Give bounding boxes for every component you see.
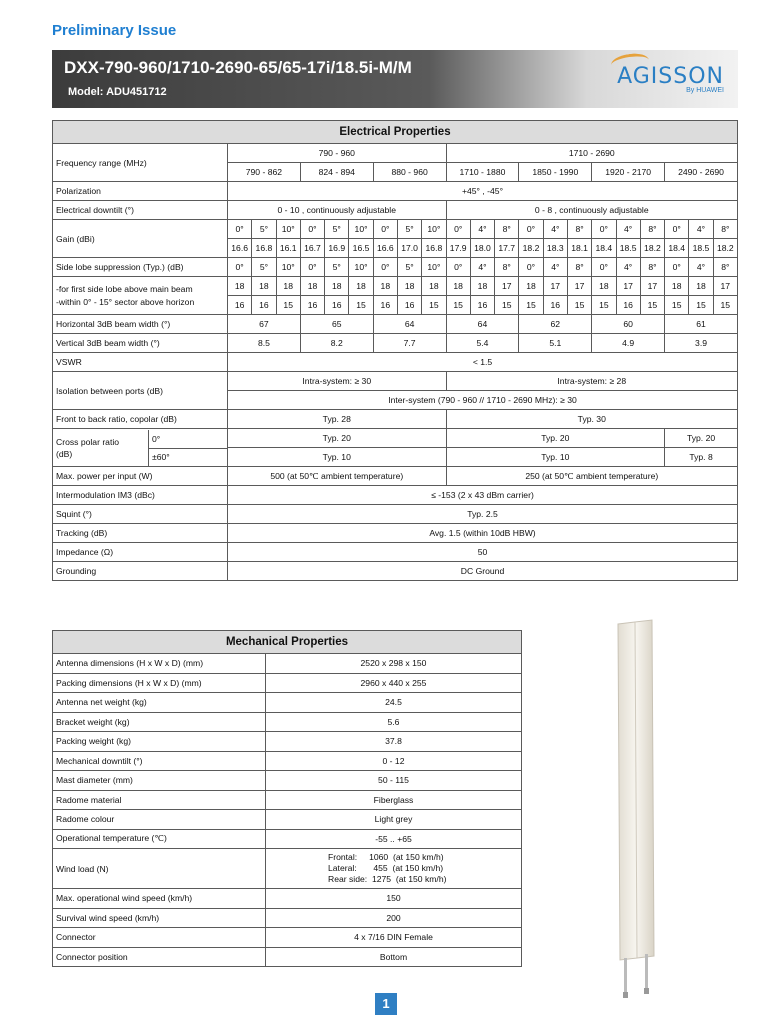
isolation-inter: Inter-system (790 - 960 // 1710 - 2690 MHz): ≥ 30 — [228, 391, 738, 410]
sls-sector-value-5: 15 — [349, 296, 373, 315]
im3-label: Intermodulation IM3 (dBc) — [53, 486, 228, 505]
mech-7-label: Radome material — [53, 790, 266, 810]
wind-load-line: Lateral: 455 (at 150 km/h) — [328, 863, 444, 873]
xpol-label-cell — [53, 429, 228, 467]
sub-band-6: 2490 - 2690 — [665, 163, 738, 182]
gain-value-14: 18.1 — [567, 239, 591, 258]
sls-first-value-4: 18 — [325, 277, 349, 296]
sls-first-value-20: 17 — [713, 277, 737, 296]
sls-tilt-13: 4° — [543, 258, 567, 277]
hbw-value-6: 61 — [665, 315, 738, 334]
gain-value-20: 18.2 — [713, 239, 737, 258]
mech2-2-value: 4 x 7/16 DIN Female — [266, 928, 522, 948]
gain-value-5: 16.5 — [349, 239, 373, 258]
mech-row — [53, 771, 522, 791]
mech-2-value: 24.5 — [266, 693, 522, 713]
gain-value-9: 17.9 — [446, 239, 470, 258]
gain-value-18: 18.4 — [665, 239, 689, 258]
gain-tilt-4: 5° — [325, 220, 349, 239]
hbw-value-5: 60 — [592, 315, 665, 334]
sls-tilt-10: 4° — [470, 258, 494, 277]
sls-sector-value-6: 16 — [373, 296, 397, 315]
gain-value-1: 16.8 — [252, 239, 276, 258]
sls-first-value-10: 18 — [470, 277, 494, 296]
mech-4-label: Packing weight (kg) — [53, 732, 266, 752]
gain-tilt-5: 10° — [349, 220, 373, 239]
hbw-value-3: 64 — [446, 315, 519, 334]
hbw-value-1: 65 — [300, 315, 373, 334]
ftb-high: Typ. 30 — [446, 410, 737, 429]
vbw-value-4: 5.1 — [519, 334, 592, 353]
gain-tilt-17: 8° — [640, 220, 664, 239]
polarization-label: Polarization — [53, 182, 228, 201]
tracking-value: Avg. 1.5 (within 10dB HBW) — [228, 524, 738, 543]
sls-sector-value-19: 15 — [689, 296, 713, 315]
vswr-label: VSWR — [53, 353, 228, 372]
mech-9-label: Operational temperature (℃) — [53, 829, 266, 849]
sls-first-value-2: 18 — [276, 277, 300, 296]
xpol-60-mid: Typ. 10 — [446, 448, 665, 467]
tracking-label: Tracking (dB) — [53, 524, 228, 543]
sub-band-5: 1920 - 2170 — [592, 163, 665, 182]
gain-tilt-16: 4° — [616, 220, 640, 239]
sls-tilt-7: 5° — [397, 258, 421, 277]
gain-tilt-20: 8° — [713, 220, 737, 239]
sls-first-value-16: 17 — [616, 277, 640, 296]
xpol-0-low: Typ. 20 — [228, 429, 447, 448]
sls-sub1: -for first side lobe above main beam — [56, 283, 193, 294]
hbw-value-2: 64 — [373, 315, 446, 334]
downtilt-high: 0 - 8 , continuously adjustable — [446, 201, 737, 220]
sls-tilt-14: 8° — [567, 258, 591, 277]
sls-tilt-19: 4° — [689, 258, 713, 277]
logo-subtext: By HUAWEI — [686, 87, 724, 94]
mech-9-value: -55 .. +65 — [266, 829, 522, 849]
wind-load-line: Rear side: 1275 (at 150 km/h) — [328, 874, 447, 884]
mech-3-label: Bracket weight (kg) — [53, 712, 266, 732]
mech-row — [53, 712, 522, 732]
vbw-value-1: 8.2 — [300, 334, 373, 353]
sls-tilt-18: 0° — [665, 258, 689, 277]
grounding-value: DC Ground — [228, 562, 738, 581]
gain-tilt-11: 8° — [495, 220, 519, 239]
sls-first-value-8: 18 — [422, 277, 446, 296]
xpol-0-mid: Typ. 20 — [446, 429, 665, 448]
vbw-value-3: 5.4 — [446, 334, 519, 353]
mech2-3-value: Bottom — [266, 947, 522, 967]
gain-tilt-19: 4° — [689, 220, 713, 239]
mech-3-value: 5.6 — [266, 712, 522, 732]
mechanical-title: Mechanical Properties — [53, 631, 522, 654]
sls-sector-value-0: 16 — [228, 296, 252, 315]
mech2-0-value: 150 — [266, 889, 522, 909]
sls-sector-value-8: 15 — [422, 296, 446, 315]
gain-value-11: 17.7 — [495, 239, 519, 258]
mech2-0-label: Max. operational wind speed (km/h) — [53, 889, 266, 909]
sls-first-value-12: 18 — [519, 277, 543, 296]
vswr-value: < 1.5 — [228, 353, 738, 372]
hbw-value-0: 67 — [228, 315, 301, 334]
mech2-1-value: 200 — [266, 908, 522, 928]
wind-load-label: Wind load (N) — [53, 849, 266, 889]
sls-first-value-6: 18 — [373, 277, 397, 296]
sls-first-value-3: 18 — [300, 277, 324, 296]
gain-value-7: 17.0 — [397, 239, 421, 258]
gain-value-0: 16.6 — [228, 239, 252, 258]
sls-sector-value-17: 15 — [640, 296, 664, 315]
xpol-60-last: Typ. 8 — [665, 448, 738, 467]
sls-first-value-18: 18 — [665, 277, 689, 296]
mech-row — [53, 654, 522, 674]
wind-load-row — [53, 849, 522, 889]
mech-8-value: Light grey — [266, 810, 522, 830]
hbw-value-4: 62 — [519, 315, 592, 334]
sls-sector-value-20: 15 — [713, 296, 737, 315]
sls-sector-value-7: 16 — [397, 296, 421, 315]
sls-first-value-11: 17 — [495, 277, 519, 296]
sls-sector-value-13: 16 — [543, 296, 567, 315]
sls-tilt-4: 5° — [325, 258, 349, 277]
sls-tilt-12: 0° — [519, 258, 543, 277]
high-band: 1710 - 2690 — [446, 144, 737, 163]
sls-sub-label — [53, 277, 228, 315]
sls-first-value-13: 17 — [543, 277, 567, 296]
mech-5-label: Mechanical downtilt (°) — [53, 751, 266, 771]
gain-tilt-10: 4° — [470, 220, 494, 239]
mech-row — [53, 732, 522, 752]
sub-band-0: 790 - 862 — [228, 163, 301, 182]
sls-tilt-20: 8° — [713, 258, 737, 277]
hbw-label: Horizontal 3dB beam width (°) — [53, 315, 228, 334]
mech-row — [53, 889, 522, 909]
im3-value: ≤ -153 (2 x 43 dBm carrier) — [228, 486, 738, 505]
power-label: Max. power per input (W) — [53, 467, 228, 486]
mech-1-label: Packing dimensions (H x W x D) (mm) — [53, 673, 266, 693]
gain-label: Gain (dBi) — [53, 220, 228, 258]
sls-sector-value-4: 16 — [325, 296, 349, 315]
isolation-label: Isolation between ports (dB) — [53, 372, 228, 410]
vbw-value-2: 7.7 — [373, 334, 446, 353]
wind-load-values — [266, 849, 522, 889]
mech-7-value: Fiberglass — [266, 790, 522, 810]
vbw-value-6: 3.9 — [665, 334, 738, 353]
model-number: Model: ADU451712 — [68, 86, 167, 98]
sls-first-value-15: 18 — [592, 277, 616, 296]
xpol-60-low: Typ. 10 — [228, 448, 447, 467]
sub-band-1: 824 - 894 — [300, 163, 373, 182]
squint-label: Squint (°) — [53, 505, 228, 524]
sls-tilt-2: 10° — [276, 258, 300, 277]
gain-tilt-1: 5° — [252, 220, 276, 239]
gain-value-15: 18.4 — [592, 239, 616, 258]
mech-2-label: Antenna net weight (kg) — [53, 693, 266, 713]
power-low: 500 (at 50℃ ambient temperature) — [228, 467, 447, 486]
sls-tilt-5: 10° — [349, 258, 373, 277]
sls-sector-value-18: 15 — [665, 296, 689, 315]
ftb-low: Typ. 28 — [228, 410, 447, 429]
sls-first-value-0: 18 — [228, 277, 252, 296]
antenna-image — [612, 618, 658, 1003]
sls-sector-value-14: 15 — [567, 296, 591, 315]
electrical-properties-table — [52, 120, 738, 581]
xpol-label: Cross polar ratio — [56, 436, 120, 447]
sls-sector-value-16: 16 — [616, 296, 640, 315]
gain-tilt-3: 0° — [300, 220, 324, 239]
mech2-3-label: Connector position — [53, 947, 266, 967]
mech-row — [53, 928, 522, 948]
sls-sector-value-1: 16 — [252, 296, 276, 315]
xpol-angle-0: 0° — [149, 430, 227, 449]
product-title: DXX-790-960/1710-2690-65/65-17i/18.5i-M/M — [64, 58, 412, 77]
gain-value-12: 18.2 — [519, 239, 543, 258]
gain-value-17: 18.2 — [640, 239, 664, 258]
grounding-label: Grounding — [53, 562, 228, 581]
mech-row — [53, 947, 522, 967]
sls-tilt-9: 0° — [446, 258, 470, 277]
gain-tilt-2: 10° — [276, 220, 300, 239]
sls-tilt-15: 0° — [592, 258, 616, 277]
mech-8-label: Radome colour — [53, 810, 266, 830]
sls-sector-value-9: 15 — [446, 296, 470, 315]
gain-tilt-18: 0° — [665, 220, 689, 239]
sls-first-value-7: 18 — [397, 277, 421, 296]
gain-tilt-7: 5° — [397, 220, 421, 239]
gain-tilt-15: 0° — [592, 220, 616, 239]
sls-first-value-9: 18 — [446, 277, 470, 296]
agisson-logo — [617, 64, 724, 94]
mech-0-label: Antenna dimensions (H x W x D) (mm) — [53, 654, 266, 674]
sls-first-value-19: 18 — [689, 277, 713, 296]
gain-value-19: 18.5 — [689, 239, 713, 258]
impedance-value: 50 — [228, 543, 738, 562]
mech-6-value: 50 - 115 — [266, 771, 522, 791]
gain-value-4: 16.9 — [325, 239, 349, 258]
low-band: 790 - 960 — [228, 144, 447, 163]
sls-tilt-17: 8° — [640, 258, 664, 277]
sls-tilt-6: 0° — [373, 258, 397, 277]
gain-value-13: 18.3 — [543, 239, 567, 258]
downtilt-label: Electrical downtilt (°) — [53, 201, 228, 220]
sub-band-4: 1850 - 1990 — [519, 163, 592, 182]
vbw-label: Vertical 3dB beam width (°) — [53, 334, 228, 353]
mech-row — [53, 908, 522, 928]
gain-tilt-13: 4° — [543, 220, 567, 239]
sls-first-value-17: 17 — [640, 277, 664, 296]
page-number: 1 — [375, 993, 397, 1015]
polarization-value: +45° , -45° — [228, 182, 738, 201]
vbw-value-0: 8.5 — [228, 334, 301, 353]
sub-band-2: 880 - 960 — [373, 163, 446, 182]
mechanical-properties-table — [52, 630, 522, 967]
gain-value-16: 18.5 — [616, 239, 640, 258]
wind-load-line: Frontal: 1060 (at 150 km/h) — [328, 852, 444, 862]
sls-tilt-8: 10° — [422, 258, 446, 277]
isolation-low: Intra-system: ≥ 30 — [228, 372, 447, 391]
electrical-title: Electrical Properties — [53, 121, 738, 144]
sls-tilt-3: 0° — [300, 258, 324, 277]
sls-first-value-14: 17 — [567, 277, 591, 296]
sls-sector-value-12: 15 — [519, 296, 543, 315]
sub-band-3: 1710 - 1880 — [446, 163, 519, 182]
mech-6-label: Mast diameter (mm) — [53, 771, 266, 791]
mech-row — [53, 829, 522, 849]
sls-tilt-1: 5° — [252, 258, 276, 277]
gain-value-6: 16.6 — [373, 239, 397, 258]
sls-first-value-5: 18 — [349, 277, 373, 296]
logo-text: AGISSON — [617, 64, 724, 89]
gain-tilt-9: 0° — [446, 220, 470, 239]
gain-value-2: 16.1 — [276, 239, 300, 258]
mech2-1-label: Survival wind speed (km/h) — [53, 908, 266, 928]
ftb-label: Front to back ratio, copolar (dB) — [53, 410, 228, 429]
sls-first-value-1: 18 — [252, 277, 276, 296]
sls-sector-value-15: 15 — [592, 296, 616, 315]
gain-tilt-6: 0° — [373, 220, 397, 239]
mech-row — [53, 673, 522, 693]
mech-row — [53, 790, 522, 810]
mech-0-value: 2520 x 298 x 150 — [266, 654, 522, 674]
impedance-label: Impedance (Ω) — [53, 543, 228, 562]
sls-label: Side lobe suppression (Typ.) (dB) — [53, 258, 228, 277]
sls-sector-value-3: 16 — [300, 296, 324, 315]
gain-value-10: 18.0 — [470, 239, 494, 258]
sls-tilt-0: 0° — [228, 258, 252, 277]
mech-5-value: 0 - 12 — [266, 751, 522, 771]
preliminary-issue: Preliminary Issue — [52, 22, 177, 39]
sls-sector-value-2: 15 — [276, 296, 300, 315]
power-high: 250 (at 50℃ ambient temperature) — [446, 467, 737, 486]
downtilt-low: 0 - 10 , continuously adjustable — [228, 201, 447, 220]
vbw-value-5: 4.9 — [592, 334, 665, 353]
mech-row — [53, 693, 522, 713]
mech-1-value: 2960 x 440 x 255 — [266, 673, 522, 693]
isolation-high: Intra-system: ≥ 28 — [446, 372, 737, 391]
xpol-angle-60: ±60° — [152, 451, 170, 462]
gain-tilt-14: 8° — [567, 220, 591, 239]
title-banner — [52, 50, 738, 108]
xpol-0-last: Typ. 20 — [665, 429, 738, 448]
frequency-label: Frequency range (MHz) — [53, 144, 228, 182]
gain-tilt-8: 10° — [422, 220, 446, 239]
xpol-unit: (dB) — [56, 448, 73, 459]
gain-tilt-12: 0° — [519, 220, 543, 239]
sls-tilt-11: 8° — [495, 258, 519, 277]
mech-row — [53, 751, 522, 771]
gain-value-8: 16.8 — [422, 239, 446, 258]
sls-sub2: -within 0° - 15° sector above horizon — [56, 296, 195, 307]
squint-value: Typ. 2.5 — [228, 505, 738, 524]
gain-tilt-0: 0° — [228, 220, 252, 239]
mech2-2-label: Connector — [53, 928, 266, 948]
mech-4-value: 37.8 — [266, 732, 522, 752]
gain-value-3: 16.7 — [300, 239, 324, 258]
sls-tilt-16: 4° — [616, 258, 640, 277]
mech-row — [53, 810, 522, 830]
sls-sector-value-10: 16 — [470, 296, 494, 315]
sls-sector-value-11: 15 — [495, 296, 519, 315]
